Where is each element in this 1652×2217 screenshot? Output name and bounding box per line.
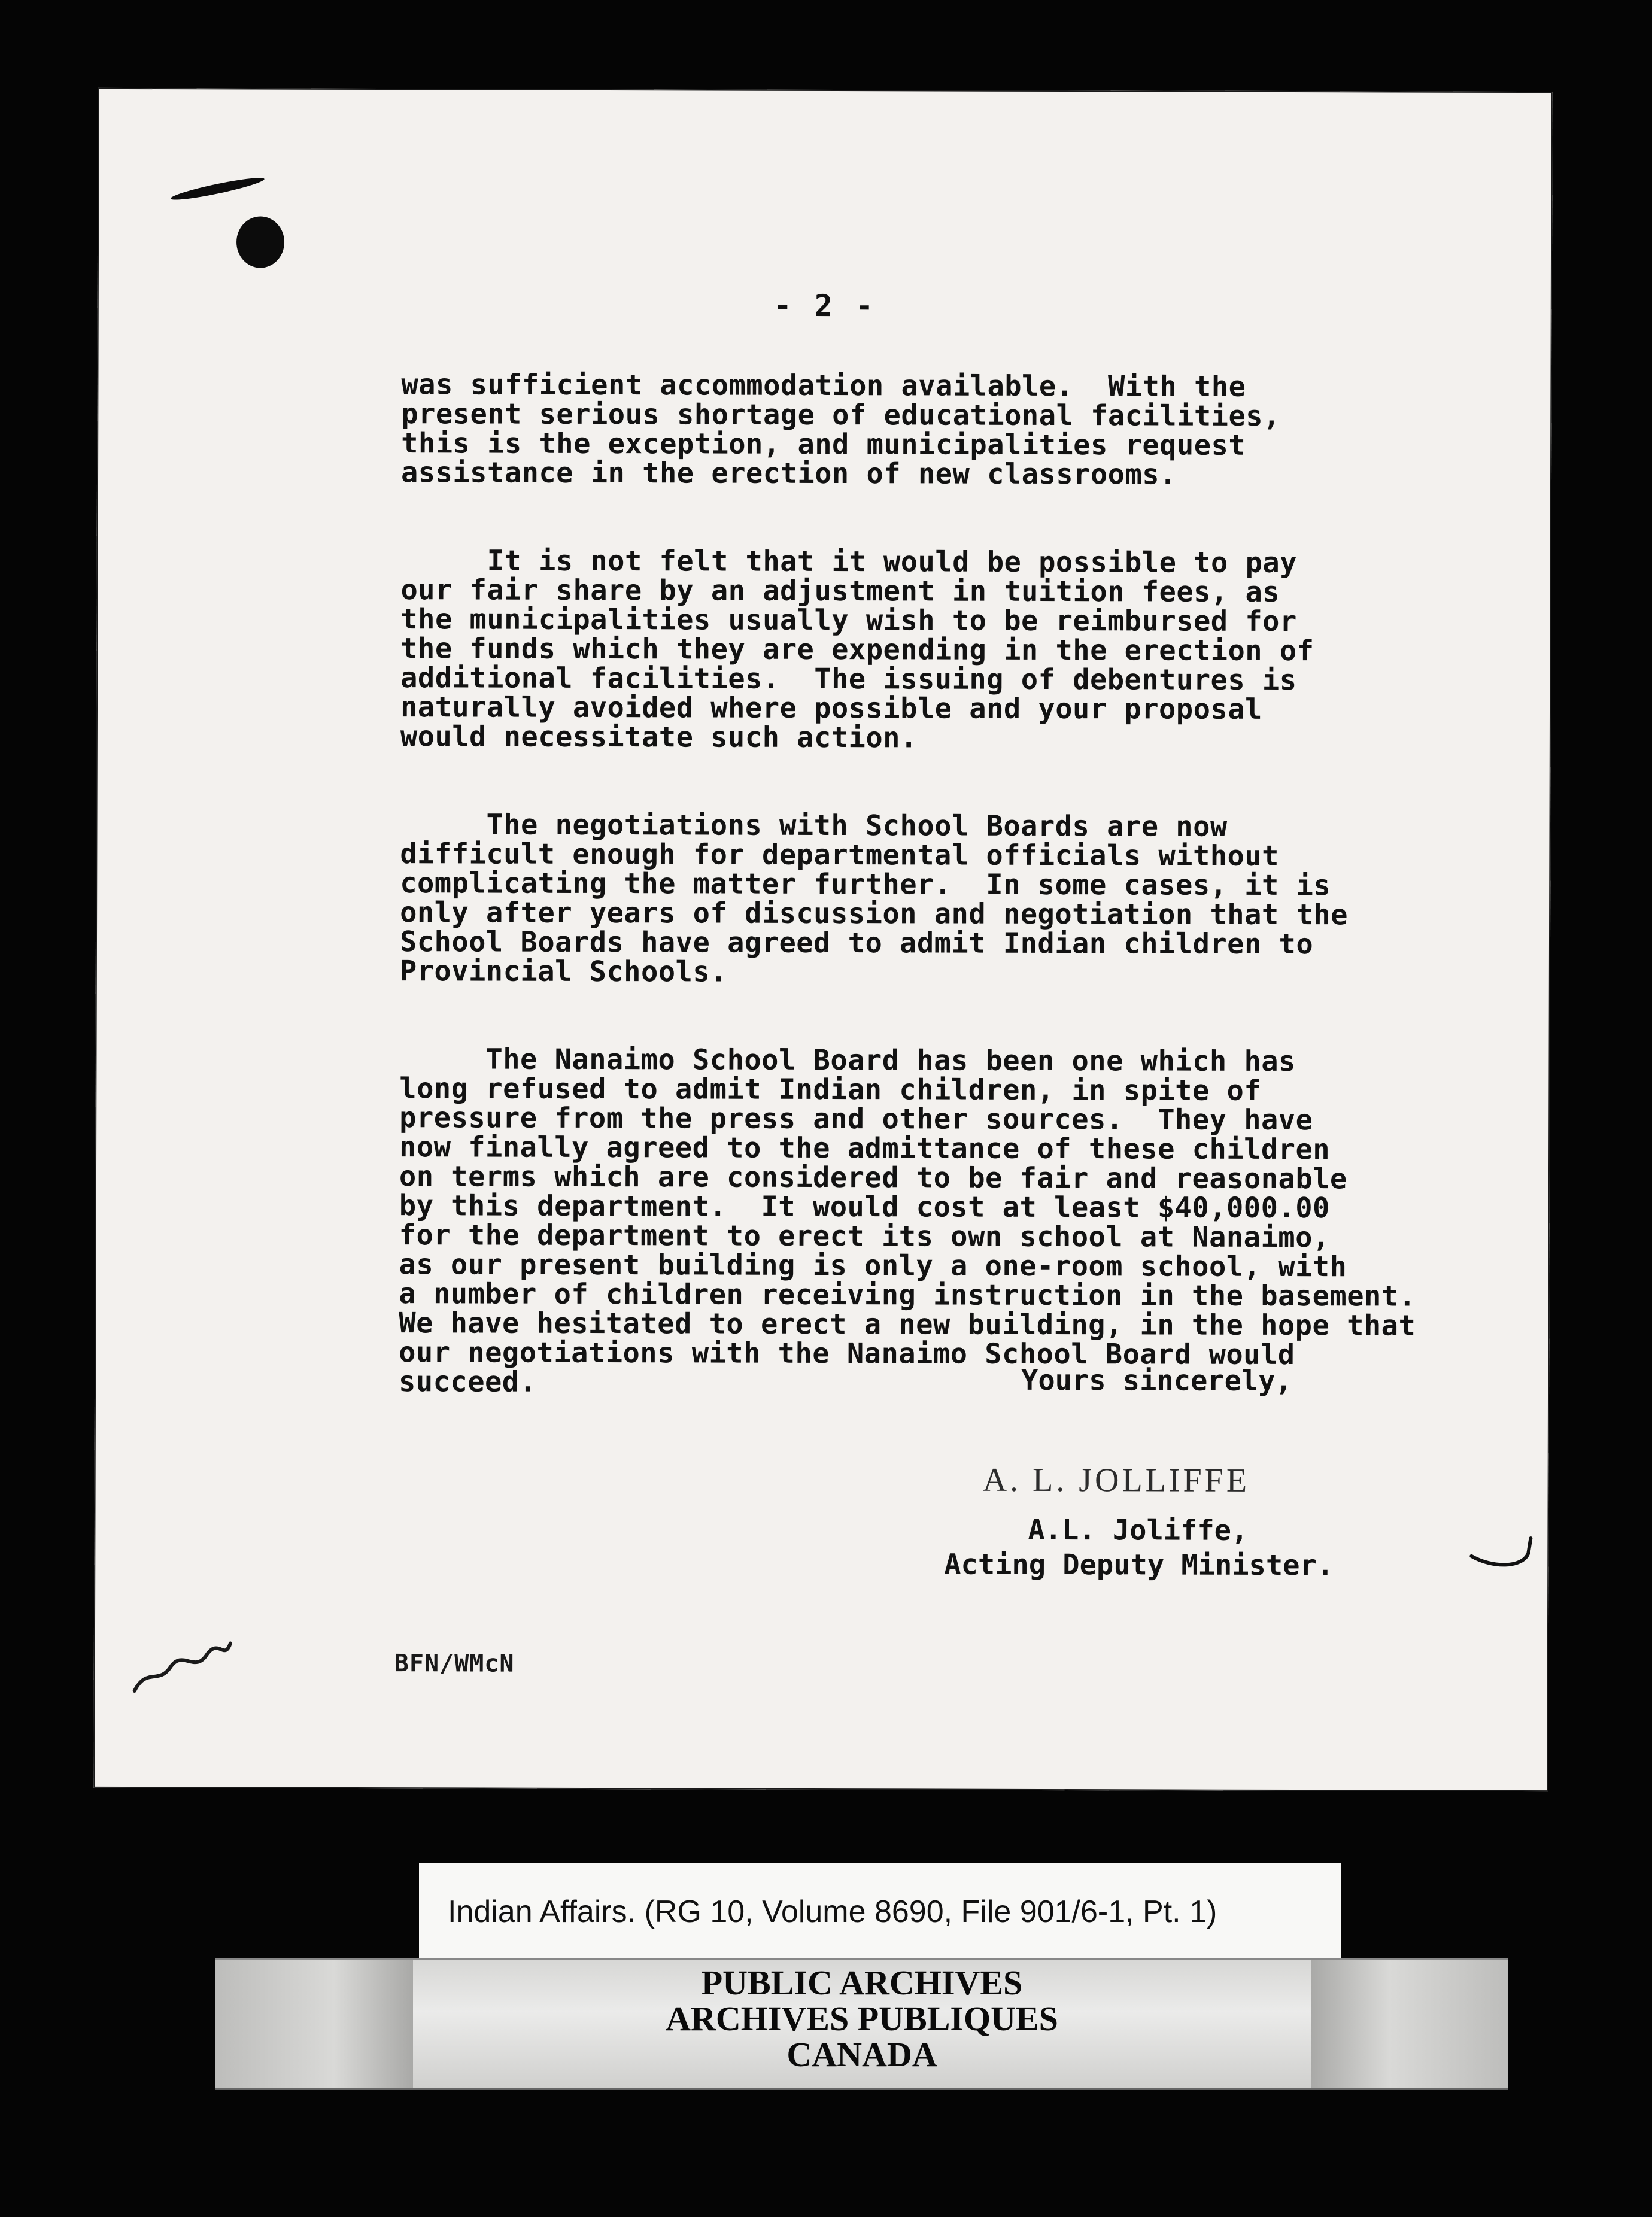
paragraph-4: The Nanaimo School Board has been one which has long refused to admit Indian children, in spite of pressure from the press and other sources. They have now finally agreed to the admittance of these children on terms which are considered to be fair and reasonable by this department. It would cost at least $40,000.00 for the department to erect its own school at Nanaimo, as our present building is only a one-room school, with a number of children receiving instruction in the basement. We have hesitated to erect a new building, in the hope that our negotiations with the Nanaimo School Board would succeed. xyxy=(398,1043,1416,1399)
letter-body xyxy=(399,370,1514,1399)
ink-blot xyxy=(236,216,284,268)
strip-edge-left xyxy=(215,1960,413,2088)
handwritten-initial-mark xyxy=(129,1631,236,1703)
letter-page xyxy=(93,88,1552,1791)
archive-label-line-2: ARCHIVES PUBLIQUES xyxy=(666,1999,1058,2038)
paragraph-3: The negotiations with School Boards are now difficult enough for departmental officials without complicating the matter further. In some cases, it is only after years of discussion and negotiation that the School Boards have agreed to admit Indian children to Provincial Schools. xyxy=(399,808,1348,989)
citation-label xyxy=(419,1863,1341,1958)
strip-edge-right xyxy=(1311,1960,1508,2088)
archive-label-line-1: PUBLIC ARCHIVES xyxy=(701,1963,1023,2002)
ink-streak xyxy=(169,174,265,204)
closing: Yours sincerely, xyxy=(1021,1363,1292,1398)
signer-title: Acting Deputy Minister. xyxy=(944,1548,1334,1583)
signature-stamp: A. L. JOLLIFFE xyxy=(982,1461,1250,1499)
archive-strip xyxy=(215,1958,1508,2090)
signer-name: A.L. Joliffe, xyxy=(1028,1513,1249,1547)
archive-label xyxy=(551,1965,1173,2073)
reference-initials: BFN/WMcN xyxy=(394,1650,515,1678)
paragraph-1: was sufficient accommodation available. With the present serious shortage of educational facilities, this is the exception, and municipalities request assistance in the erection of new classrooms. xyxy=(400,368,1280,491)
margin-pencil-mark xyxy=(1468,1535,1540,1571)
citation-text: Indian Affairs. (RG 10, Volume 8690, File 901/6-1, Pt. 1) xyxy=(448,1894,1217,1929)
archive-label-line-3: CANADA xyxy=(786,2035,937,2074)
paragraph-2: It is not felt that it would be possible to pay our fair share by an adjustment in tuition fees, as the municipalities usually wish to be reimbursed for the funds which they are expending in the erection of additional facilities. The issuing of debentures is naturally avoided where possible and your proposal would necessitate such action. xyxy=(400,544,1314,755)
page-number: - 2 - xyxy=(773,288,876,324)
